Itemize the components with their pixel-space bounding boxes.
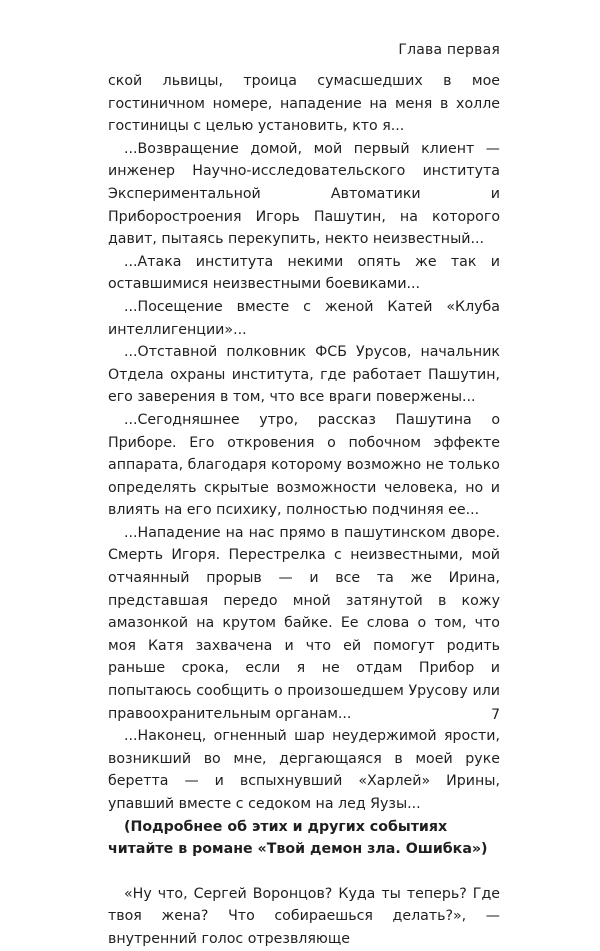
paragraph: ...Атака института некими опять же так и оставшимися неизвестными боевиками... (108, 253, 500, 293)
paragraph: ...Нападение на нас прямо в пашутинском дворе. Смерть Игоря. Перестрелка с неизвестными, мой отчаянный прорыв — и все та же Ирина, представшая передо мной затянутой в кожу амазонкой на крутом байке. Ее слова о том, что моя Катя захвачена и что ей помогут родить раньше срока, если я не отдам Прибор и попытаюсь сообщить о произошедшем Урусову или правоохранительным органам... (108, 524, 500, 722)
running-head: Глава первая (398, 42, 500, 58)
section-break (108, 861, 500, 883)
paragraph: ...Наконец, огненный шар неудержимой ярости, возникший во мне, дергающаяся в моей руке беретта — и вспыхнувший «Харлей» Ирины, упавший вместе с седоком на лед Яузы... (108, 728, 500, 812)
paragraph: ...Возвращение домой, мой первый клиент — инженер Научно-исследовательского института Экспериментальной Автоматики и Приборостроения Игорь Пашутин, на которого давит, пытаясь перекупить, некто неизвестный... (108, 140, 500, 248)
paragraph: ...Сегодняшнее утро, рассказ Пашутина о Приборе. Его откровения о побочном эффекте аппарата, благодаря которому возможно не только определять скрытые возможности человека, но и влиять на его психику, полностью подчиняя ее... (108, 411, 500, 519)
page-number: 7 (491, 707, 500, 723)
paragraph: ской львицы, троица сумасшедших в мое гостиничном номере, нападение на меня в холле гостиницы с целью установить, кто я... (108, 73, 500, 135)
paragraph: «Ну что, Сергей Воронцов? Куда ты теперь? Где твоя жена? Что собираешься делать?», — внутренний голос отрезвляюще (108, 885, 500, 947)
reference-note: (Подробнее об этих и других событиях читайте в романе «Твой демон зла. Ошибка») (108, 818, 488, 858)
paragraph: ...Отставной полковник ФСБ Урусов, начальник Отдела охраны института, где работает Пашутин, его заверения в том, что все враги повержены... (108, 344, 500, 406)
paragraph: ...Посещение вместе с женой Катей «Клуба интеллигенции»... (108, 298, 500, 338)
body-text (108, 70, 500, 951)
